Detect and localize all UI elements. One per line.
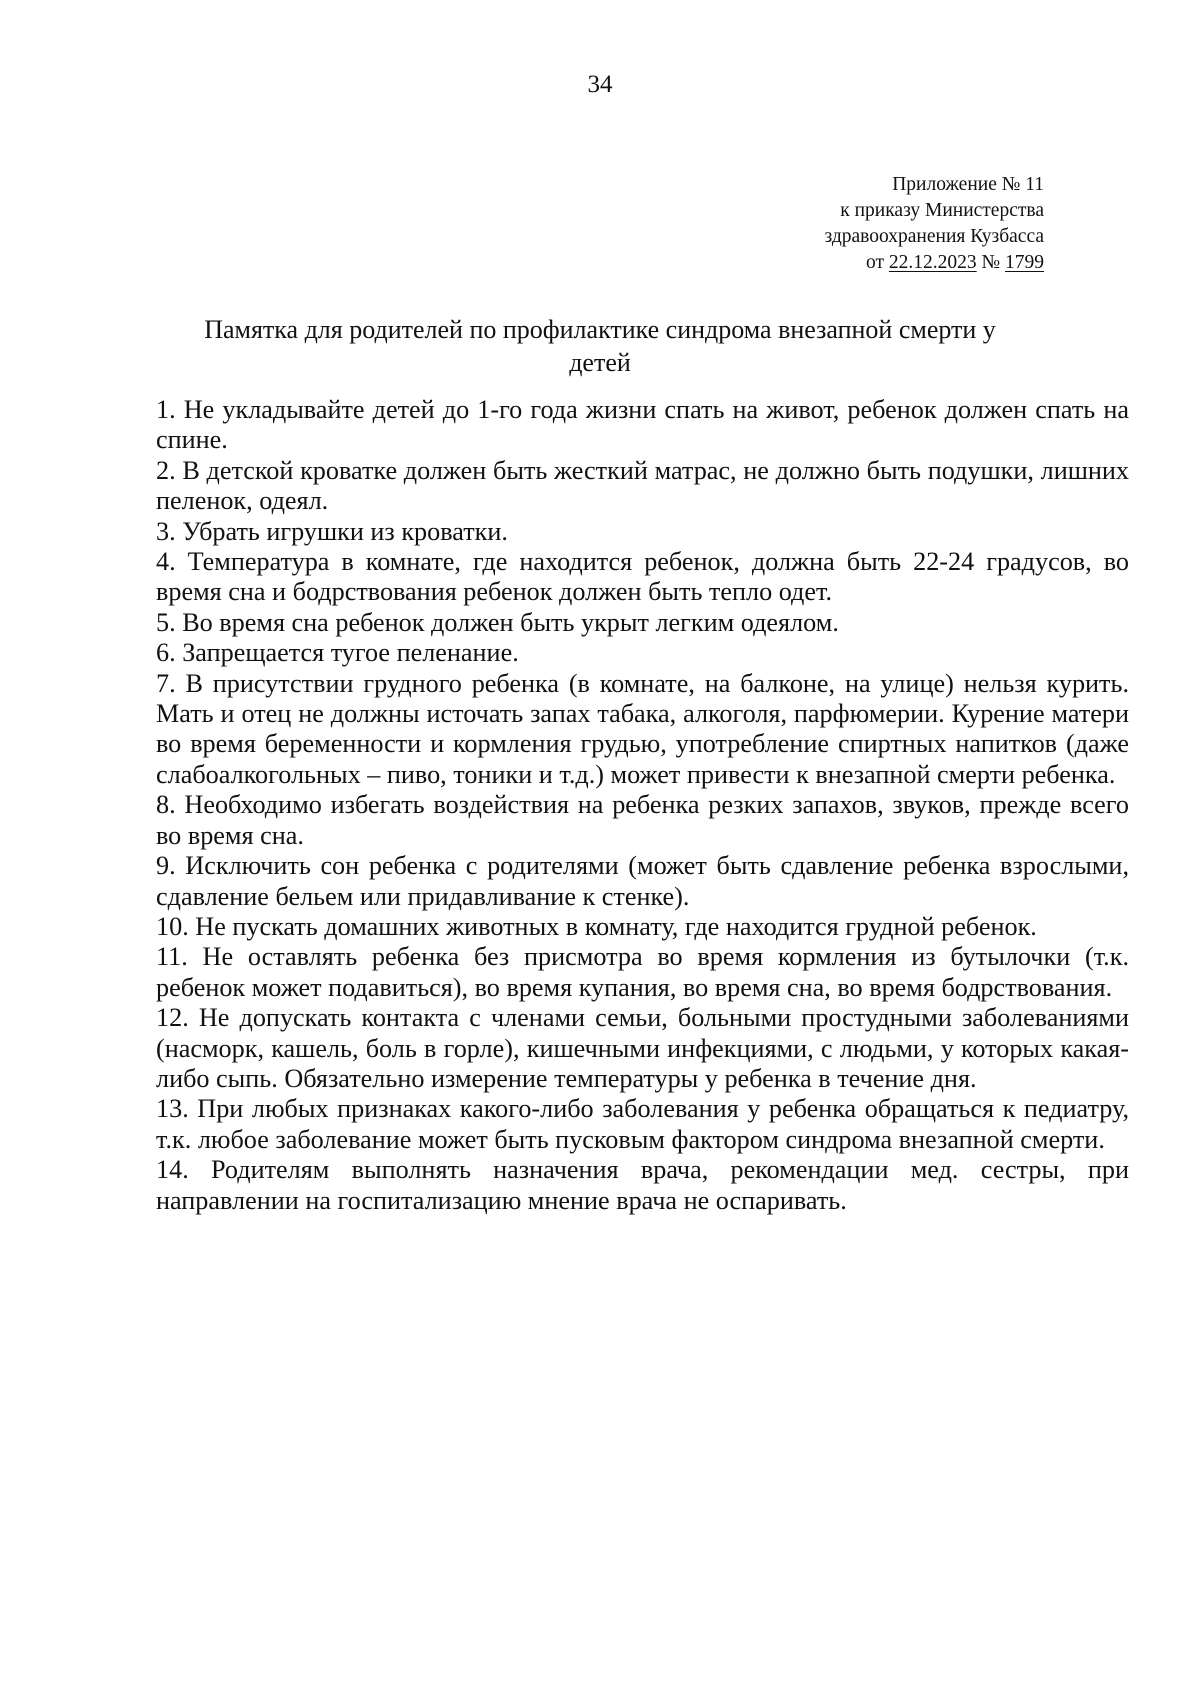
appendix-date-line [825, 250, 1045, 276]
appendix-date: 22.12.2023 [888, 252, 977, 273]
instruction-item-10: 10. Не пускать домашних животных в комнату, где находится грудной ребенок. [156, 911, 1037, 941]
instruction-item-9: 9. Исключить сон ребенка с родителями (может быть сдавление ребенка взрослыми, сдавление бельем или придавливание к стенке). [156, 851, 1129, 911]
instruction-item-12: 12. Не допускать контакта с членами семьи, больными простудными заболеваниями (насморк, кашель, боль в горле), кишечными инфекциями, с людьми, у которых какая-либо сыпь. Обязательно измерение температуры у ребенка в течение дня. [156, 1003, 1129, 1093]
instruction-item-13: 13. При любых признаках какого-либо заболевания у ребенка обращаться к педиатру, т.к. любое заболевание может быть пусковым фактором синдрома внезапной смерти. [156, 1094, 1129, 1154]
appendix-order-ref: к приказу Министерства [840, 200, 1044, 221]
appendix-ministry: здравоохранения Кузбасса [824, 226, 1044, 247]
instruction-item-14: 14. Родителям выполнять назначения врача, рекомендации мед. сестры, при направлении на госпитализацию мнение врача не оспаривать. [156, 1155, 1129, 1215]
appendix-number-prefix: № [976, 252, 1005, 273]
page-number: 34 [587, 71, 613, 98]
instruction-item-2: 2. В детской кроватке должен быть жесткий матрас, не должно быть подушки, лишних пеленок, одеял. [156, 455, 1129, 516]
instruction-item-3: 3. Убрать игрушки из кроватки. [156, 516, 508, 546]
instruction-item-6: 6. Запрещается тугое пеленание. [156, 638, 519, 668]
instructions-list [156, 395, 1129, 1216]
instruction-item-7: 7. В присутствии грудного ребенка (в комнате, на балконе, на улице) нельзя курить. Мать и отец не должны источать запах табака, алкоголя, парфюмерии. Курение матери во время беременности и кормления грудью, употребление спиртных напитков (даже слабоалкогольных – пиво, тоники и т.д.) может привести к внезапной смерти ребенка. [156, 668, 1129, 789]
appendix-header [825, 172, 1045, 276]
document-title: Памятка для родителей по профилактике синдрома внезапной смерти у детей [204, 315, 996, 377]
instruction-item-11: 11. Не оставлять ребенка без присмотра во время кормления из бутылочки (т.к. ребенок может подавиться), во время купания, во время сна, во время бодрствования. [156, 942, 1129, 1002]
instruction-item-1: 1. Не укладывайте детей до 1-го года жизни спать на живот, ребенок должен спать на спине. [156, 395, 1129, 455]
appendix-order-number: 1799 [1005, 252, 1044, 273]
instruction-item-8: 8. Необходимо избегать воздействия на ребенка резких запахов, звуков, прежде всего во время сна. [156, 790, 1129, 850]
instruction-item-5: 5. Во время сна ребенок должен быть укрыт легким одеялом. [156, 607, 839, 637]
instruction-item-4: 4. Температура в комнате, где находится ребенок, должна быть 22-24 градусов, во время сна и бодрствования ребенок должен быть тепло одет. [156, 547, 1129, 607]
appendix-number: Приложение № 11 [892, 174, 1044, 195]
appendix-date-prefix: от [866, 252, 889, 273]
